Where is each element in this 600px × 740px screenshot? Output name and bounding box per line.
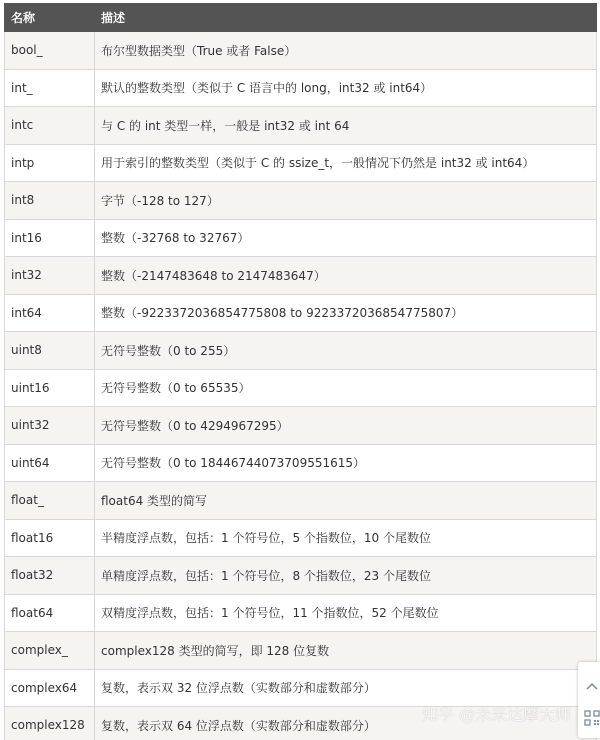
dtype-description-cell: 用于索引的整数类型（类似于 C 的 ssize_t，一般情况下仍然是 int32 或 int64） [95, 144, 597, 182]
dtype-name-cell: float64 [5, 594, 95, 632]
table-row [5, 519, 597, 557]
dtype-description-cell: 整数（-32768 to 32767） [95, 219, 597, 257]
dtype-description-cell: 整数（-9223372036854775808 to 9223372036854775807） [95, 294, 597, 332]
table-row [5, 669, 597, 707]
dtype-name-cell: intc [5, 107, 95, 145]
dtype-name-cell: intp [5, 144, 95, 182]
dtype-description-cell: float64 类型的简写 [95, 482, 597, 520]
table-row [5, 444, 597, 482]
table-row [5, 69, 597, 107]
table-row [5, 107, 597, 145]
table-row [5, 219, 597, 257]
dtype-description-cell: 无符号整数（0 to 65535） [95, 369, 597, 407]
table-row [5, 294, 597, 332]
dtype-name-cell: uint16 [5, 369, 95, 407]
dtype-description-cell: 半精度浮点数，包括：1 个符号位，5 个指数位，10 个尾数位 [95, 519, 597, 557]
table-row [5, 482, 597, 520]
dtype-description-cell: 双精度浮点数，包括：1 个符号位，11 个指数位，52 个尾数位 [95, 594, 597, 632]
chevron-up-icon[interactable] [586, 678, 598, 690]
dtype-description-cell: 默认的整数类型（类似于 C 语言中的 long，int32 或 int64） [95, 69, 597, 107]
dtype-description-cell: 无符号整数（0 to 255） [95, 332, 597, 370]
table-row [5, 32, 597, 70]
side-toolbar [578, 662, 600, 738]
dtype-name-cell: float16 [5, 519, 95, 557]
qr-code-icon[interactable] [584, 710, 600, 726]
table-row [5, 182, 597, 220]
table-row [5, 257, 597, 295]
dtype-description-cell: 无符号整数（0 to 4294967295） [95, 407, 597, 445]
dtype-name-cell: uint64 [5, 444, 95, 482]
dtype-name-cell: complex64 [5, 669, 95, 707]
table-header [5, 4, 597, 32]
table-row [5, 557, 597, 595]
dtype-description-cell: 复数，表示双 64 位浮点数（实数部分和虚数部分） [95, 707, 597, 740]
header-description: 描述 [95, 4, 597, 32]
dtype-name-cell: complex_ [5, 632, 95, 670]
dtype-name-cell: int16 [5, 219, 95, 257]
dtype-table [4, 3, 597, 740]
table-row [5, 407, 597, 445]
table-body [5, 32, 597, 740]
dtype-description-cell: 单精度浮点数，包括：1 个符号位，8 个指数位，23 个尾数位 [95, 557, 597, 595]
table-row [5, 369, 597, 407]
dtype-name-cell: complex128 [5, 707, 95, 740]
dtype-description-cell: 布尔型数据类型（True 或者 False） [95, 32, 597, 70]
dtype-name-cell: int8 [5, 182, 95, 220]
dtype-name-cell: int32 [5, 257, 95, 295]
header-name: 名称 [5, 4, 95, 32]
table-row [5, 144, 597, 182]
dtype-name-cell: uint8 [5, 332, 95, 370]
zhihu-watermark: 知乎 @未来达摩大师 [422, 705, 572, 724]
dtype-name-cell: int64 [5, 294, 95, 332]
table-row [5, 594, 597, 632]
header-row [5, 4, 597, 32]
table-row [5, 332, 597, 370]
dtype-description-cell: 无符号整数（0 to 18446744073709551615） [95, 444, 597, 482]
dtype-name-cell: bool_ [5, 32, 95, 70]
dtype-description-cell: complex128 类型的简写，即 128 位复数 [95, 632, 597, 670]
dtype-name-cell: uint32 [5, 407, 95, 445]
dtype-description-cell: 与 C 的 int 类型一样，一般是 int32 或 int 64 [95, 107, 597, 145]
table-row [5, 632, 597, 670]
dtype-name-cell: float_ [5, 482, 95, 520]
dtype-description-cell: 字节（-128 to 127） [95, 182, 597, 220]
dtype-name-cell: float32 [5, 557, 95, 595]
dtype-name-cell: int_ [5, 69, 95, 107]
dtype-description-cell: 复数，表示双 32 位浮点数（实数部分和虚数部分） [95, 669, 597, 707]
dtype-description-cell: 整数（-2147483648 to 2147483647） [95, 257, 597, 295]
